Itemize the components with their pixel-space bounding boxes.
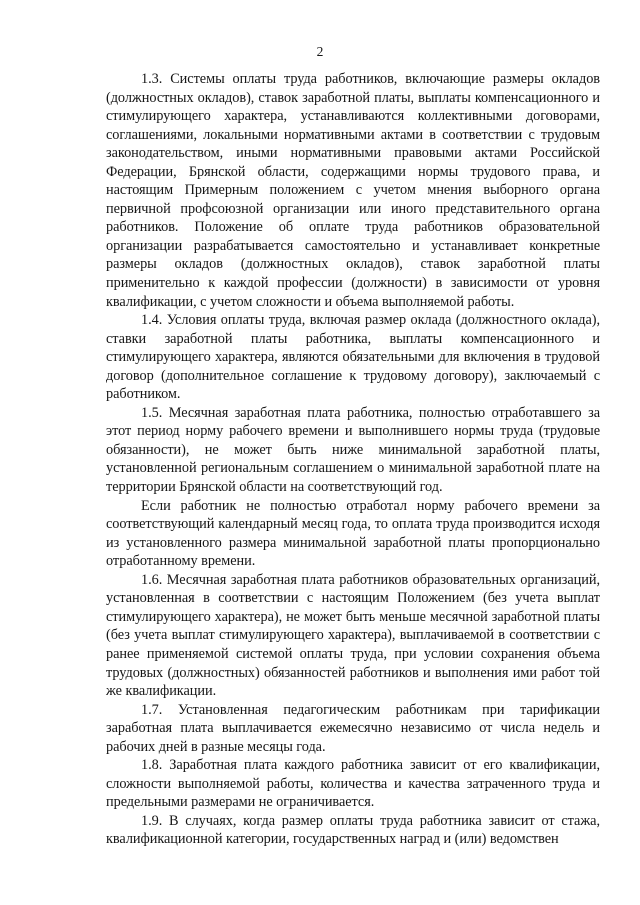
document-body (106, 70, 600, 849)
paragraph-1-4: 1.4. Условия оплаты труда, включая размер оклада (должностного оклада), ставки заработной платы работника, выплаты компенсационного и стимулирующего характера, являются обязательными для включения в трудовой договор (дополнительное соглашение к трудовому договору), заключаемый с работником. (106, 312, 600, 403)
paragraph-1-9: 1.9. В случаях, когда размер оплаты труда работника зависит от стажа, квалификационной категории, государственных наград и (или) ведомствен (106, 812, 600, 848)
paragraph-1-6: 1.6. Месячная заработная плата работников образовательных организаций, установленная в соответствии с настоящим Положением (без учета выплат стимулирующего характера), не может быть меньше месячной заработной платы (без учета выплат стимулирующего характера), выплачиваемой в соответствии с ранее применяемой системой оплаты труда, при условии сохранения объема трудовых (должностных) обязанностей работников и выполнения ими работ той же квалификации. (106, 571, 600, 700)
paragraph-1-7: 1.7. Установленная педагогическим работникам при тарификации заработная плата выплачивается ежемесячно независимо от числа недель и рабочих дней в разные месяцы года. (106, 701, 600, 755)
paragraph-1-8: 1.8. Заработная плата каждого работника зависит от его квалификации, сложности выполняемой работы, количества и качества затраченного труда и предельными размерами не ограничивается. (106, 757, 600, 811)
paragraph-1-5-continued: Если работник не полностью отработал норму рабочего времени за соответствующий календарный месяц года, то оплата труда производится исходя из установленного размера минимальной заработной платы пропорционально отработанному времени. (106, 497, 600, 570)
page-number: 2 (316, 44, 324, 59)
paragraph-1-5: 1.5. Месячная заработная плата работника, полностью отработавшего за этот период норму рабочего времени и выполнившего нормы труда (трудовые обязанности), не может быть ниже минимальной заработной платы, установленной региональным соглашением о минимальной заработной плате на территории Брянской области на соответствующий год. (106, 404, 600, 496)
paragraph-1-3: 1.3. Системы оплаты труда работников, включающие размеры окладов (должностных окладов), ставок заработной платы, выплаты компенсационного и стимулирующего характера, устанавливаются коллективными договорами, соглашениями, локальными нормативными актами в соответствии с трудовым законодательством, иными нормативными правовыми актами Российской Федерации, Брянской области, содержащими нормы трудового права, и настоящим Примерным положением с учетом мнения выборного органа первичной профсоюзной организации или иного представительного органа работников. Положение об оплате труда работников образовательной организации разрабатывается самостоятельно и устанавливает конкретные размеры окладов (должностных окладов), ставок заработной платы применительно к каждой профессии (должности) в зависимости от уровня квалификации, с учетом сложности и объема выполняемой работы. (106, 71, 600, 310)
